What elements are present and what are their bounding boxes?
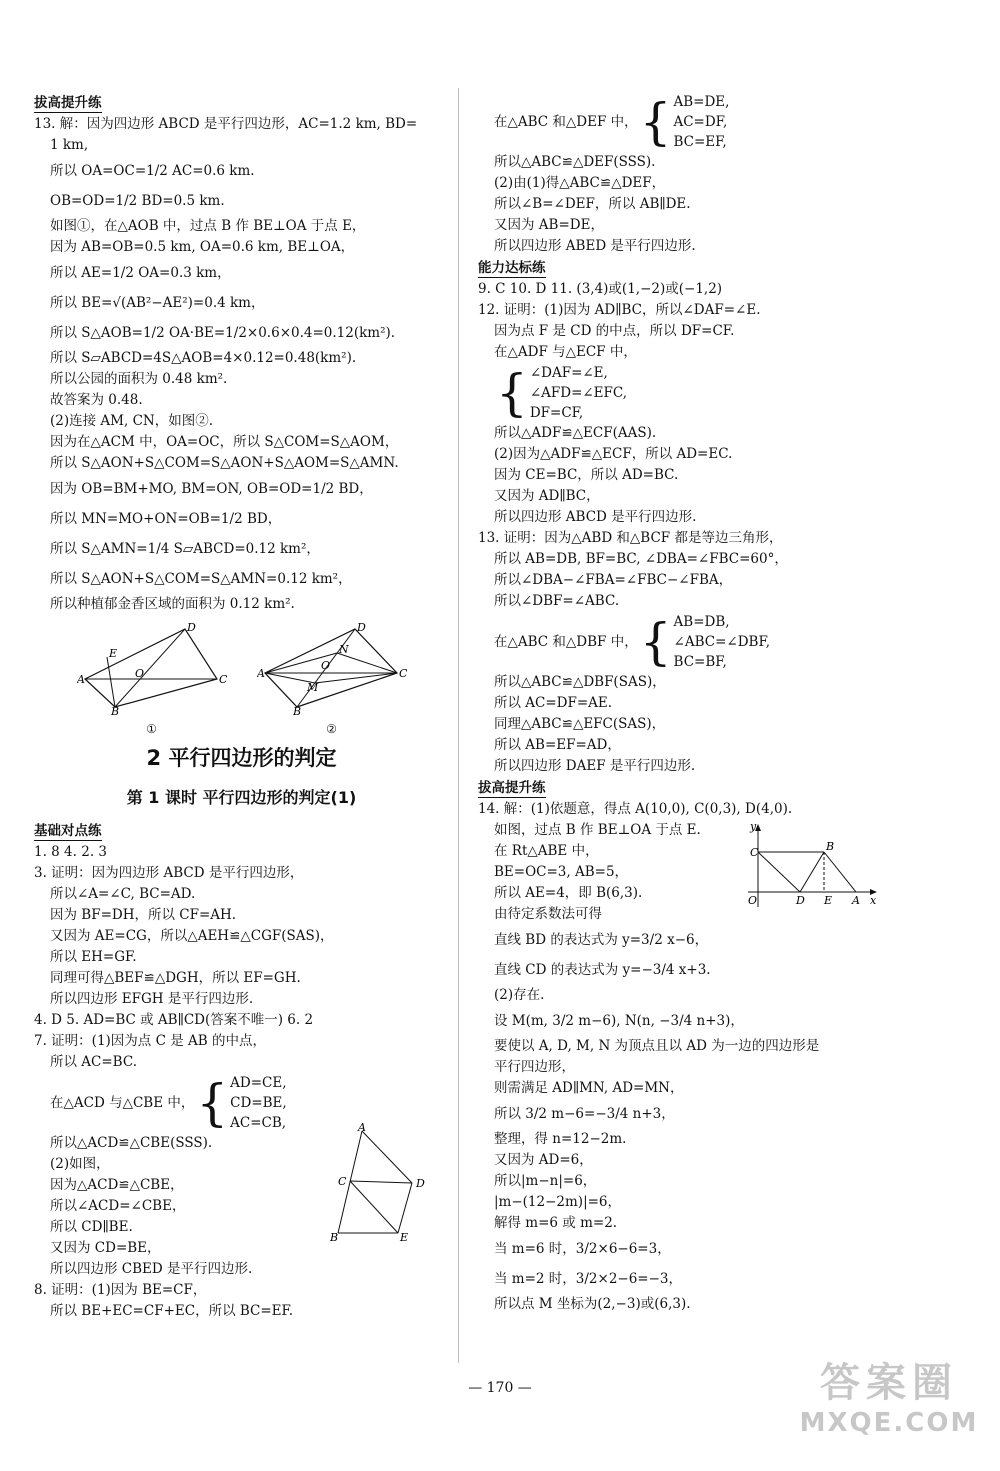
text-line: 所以 AC=DF=AE. <box>494 695 613 711</box>
brace-symbol: { <box>496 364 528 422</box>
text-line: 14. 解：(1)依题意，得点 A(10,0), C(0,3), D(4,0). <box>478 801 793 817</box>
brace-line: DF=CF, <box>529 405 584 421</box>
right-column <box>478 92 948 1315</box>
brace-line: AC=DF, <box>673 114 728 130</box>
text-line: 由待定系数法可得 <box>494 906 602 922</box>
svg-text:A: A <box>76 673 85 686</box>
text-line: 所以 MN=MO+ON=OB=1/2 BD， <box>50 511 282 527</box>
text-line: 故答案为 0.48. <box>50 392 143 408</box>
chapter-heading: 2 平行四边形的判定 <box>146 746 337 770</box>
watermark-logo <box>794 1358 984 1453</box>
text-line: 在 Rt△ABE 中， <box>494 843 599 859</box>
brace-group <box>478 363 948 423</box>
section-heading: 基础对点练 <box>34 823 102 839</box>
section-heading: 拔高提升练 <box>478 780 546 796</box>
text-line: 所以 BE+EC=CF+EC，所以 BC=EF. <box>50 1303 294 1319</box>
text-line: 所以点 M 坐标为(2,−3)或(6,3). <box>494 1296 691 1312</box>
svg-text:C: C <box>398 667 407 680</box>
text-line: 所以 AB=DB, BF=BC, ∠DBA=∠FBC=60°， <box>494 551 788 567</box>
page-number: — 170 — <box>468 1380 532 1396</box>
svg-text:M: M <box>306 681 318 694</box>
brace-stack <box>673 92 729 152</box>
left-column <box>34 92 449 1322</box>
text-line: 13. 解：因为四边形 ABCD 是平行四边形，AC=1.2 km, BD= <box>34 116 418 132</box>
brace-stack <box>230 1073 287 1133</box>
svg-text:D: D <box>796 894 805 907</box>
text-line: 直线 BD 的表达式为 y=3/2 x−6， <box>494 932 709 948</box>
text-line: 所以△ABC≌△DEF(SSS). <box>494 154 656 170</box>
brace-symbol: { <box>196 1074 229 1132</box>
text-line: 所以 S△AOB=1/2 OA·BE=1/2×0.6×0.4=0.12(km²). <box>50 325 396 341</box>
text-line: 1 km, <box>50 137 89 153</box>
text-line: (2)连接 AM, CN，如图②. <box>50 413 214 429</box>
svg-text:E: E <box>824 894 833 907</box>
text-line: 所以 S▱ABCD=4S△AOB=4×0.12=0.48(km²). <box>50 350 357 366</box>
brace-line: CD=BE, <box>230 1095 287 1111</box>
text-line: 所以 AE=1/2 OA=0.3 km， <box>50 265 231 281</box>
text-line: 所以 S△AON+S△COM=S△AMN=0.12 km²， <box>50 571 352 587</box>
text-line: 所以 S△AMN=1/4 S▱ABCD=0.12 km²， <box>50 541 320 557</box>
watermark-text: 答案圈 <box>820 1360 958 1406</box>
text-line: 因为 OB=BM+MO, BM=ON, OB=OD=1/2 BD， <box>50 481 373 497</box>
brace-line: AB=DB, <box>673 614 730 630</box>
text-line: 当 m=6 时，3/2×6−6=3， <box>494 1241 671 1257</box>
brace-line: AB=DE, <box>673 94 730 110</box>
brace-line: BC=BF, <box>673 654 727 670</box>
text-line: 所以△ABC≌△DBF(SAS)， <box>494 674 666 690</box>
text-line: 所以 3/2 m−6=−3/4 n+3， <box>494 1106 675 1122</box>
text-line: 当 m=2 时，3/2×2−6=−3， <box>494 1271 683 1287</box>
svg-text:C: C <box>338 1175 347 1188</box>
brace-line: AD=CE, <box>230 1075 287 1091</box>
text-line: 设 M(m, 3/2 m−6), N(n, −3/4 n+3)， <box>494 1013 744 1029</box>
svg-text:A: A <box>852 894 860 907</box>
brace-line: ∠DAF=∠E, <box>529 365 608 381</box>
text-line: 同理可得△BEF≌△DGH，所以 EF=GH. <box>50 970 301 986</box>
text-line: 又因为 AD∥BC， <box>494 488 600 504</box>
column-divider <box>458 88 459 1363</box>
text-line: |m−(12−2m)|=6， <box>494 1194 622 1210</box>
text-line: BE=OC=3, AB=5， <box>494 864 629 880</box>
svg-text:D: D <box>186 623 196 634</box>
text-line: 所以四边形 EFGH 是平行四边形. <box>50 991 254 1007</box>
text-line: OB=OD=1/2 BD=0.5 km. <box>50 193 225 209</box>
text-line: 12. 证明：(1)因为 AD∥BC，所以∠DAF=∠E. <box>478 302 761 318</box>
text-line: 所以 BE=√(AB²−AE²)=0.4 km， <box>50 295 265 311</box>
text-line: 如图，过点 B 作 BE⊥OA 于点 E. <box>494 822 701 838</box>
svg-text:B: B <box>330 1231 339 1243</box>
svg-text:D: D <box>416 1177 425 1190</box>
brace-stack <box>530 363 627 423</box>
svg-text:A: A <box>256 667 265 680</box>
figure-q14 <box>740 822 880 912</box>
svg-text:B: B <box>826 840 835 853</box>
parallelogram-figures <box>34 623 449 736</box>
text-line: 所以 AB=EF=AD， <box>494 737 621 753</box>
text-line: 又因为 AB=DE， <box>494 217 604 233</box>
text-line: 所以△ACD≌△CBE(SSS). <box>50 1135 213 1151</box>
figure-caption: ① <box>146 722 157 736</box>
text-line: 因为 BF=DH，所以 CF=AH. <box>50 907 237 923</box>
brace-prefix: 在△ABC 和△DEF 中， <box>494 113 638 130</box>
svg-text:E: E <box>400 1231 409 1243</box>
brace-line: AC=CB, <box>230 1115 287 1131</box>
brace-symbol: { <box>639 93 672 151</box>
text-line: 所以公园的面积为 0.48 km². <box>50 371 228 387</box>
svg-text:N: N <box>338 643 349 656</box>
brace-group <box>478 92 948 152</box>
text-line: 因为点 F 是 CD 的中点，所以 DF=CF. <box>494 323 735 339</box>
text-line: 所以四边形 ABCD 是平行四边形. <box>494 509 697 525</box>
section-heading: 拔高提升练 <box>34 95 102 111</box>
answer-line: 1. 8 4. 2. 3 <box>34 844 107 860</box>
brace-symbol: { <box>639 613 672 671</box>
svg-text:O: O <box>748 894 758 907</box>
text-line: 所以∠A=∠C, BC=AD. <box>50 886 196 902</box>
svg-text:B: B <box>110 705 119 715</box>
watermark-url: MXQE.COM <box>799 1408 979 1438</box>
brace-group <box>478 612 948 672</box>
brace-line: ∠AFD=∠EFC, <box>529 385 628 401</box>
text-line: 所以四边形 CBED 是平行四边形. <box>50 1261 253 1277</box>
text-line: 所以△ADF≌△ECF(AAS). <box>494 425 657 441</box>
brace-prefix: 在△ACD 与△CBE 中， <box>50 1094 195 1111</box>
svg-text:O: O <box>134 667 144 680</box>
text-line: 因为 AB=OB=0.5 km, OA=0.6 km, BE⊥OA， <box>50 239 355 255</box>
text-line: 所以四边形 ABED 是平行四边形. <box>494 238 696 254</box>
text-line: 所以∠ACD=∠CBE， <box>50 1198 186 1214</box>
text-line: 所以∠B=∠DEF，所以 AB∥DE. <box>494 196 691 212</box>
text-line: 直线 CD 的表达式为 y=−3/4 x+3. <box>494 962 711 978</box>
text-line: 同理△ABC≌△EFC(SAS)， <box>494 716 666 732</box>
text-line: 所以∠DBA−∠FBA=∠FBC−∠FBA， <box>494 572 733 588</box>
brace-prefix: 在△ABC 和△DBF 中， <box>494 633 638 650</box>
figure-1 <box>77 623 227 736</box>
text-line: 因为△ACD≌△CBE， <box>50 1177 184 1193</box>
text-line: 因为在△ACM 中，OA=OC，所以 S△COM=S△AOM， <box>50 434 399 450</box>
svg-text:B: B <box>292 705 301 715</box>
text-line: (2)如图， <box>50 1156 110 1172</box>
text-line: 所以四边形 DAEF 是平行四边形. <box>494 758 696 774</box>
figure-2 <box>257 623 407 736</box>
text-line: (2)由(1)得△ABC≌△DEF， <box>494 175 666 191</box>
svg-text:D: D <box>356 623 366 634</box>
answer-line: 4. D 5. AD=BC 或 AB∥CD(答案不唯一) 6. 2 <box>34 1012 314 1028</box>
text-line: 所以 EH=GF. <box>50 949 137 965</box>
text-line: (2)存在. <box>494 987 545 1003</box>
text-line: 则需满足 AD∥MN, AD=MN， <box>494 1080 684 1096</box>
figure-caption: ② <box>326 722 337 736</box>
text-line: 所以 CD∥BE. <box>50 1219 133 1235</box>
text-line: 所以 AC=BC. <box>50 1054 137 1070</box>
svg-text:C: C <box>218 673 227 686</box>
text-line: 所以种植郁金香区域的面积为 0.12 km². <box>50 596 295 612</box>
svg-text:x: x <box>870 894 877 907</box>
text-line: 要使以 A, D, M, N 为顶点且以 AD 为一边的四边形是 <box>494 1038 820 1054</box>
text-line: 所以 OA=OC=1/2 AC=0.6 km. <box>50 163 255 179</box>
text-line: 13. 证明：因为△ABD 和△BCF 都是等边三角形， <box>478 530 783 546</box>
text-line: (2)因为△ADF≌△ECF，所以 AD=EC. <box>494 446 733 462</box>
text-line: 如图①，在△AOB 中，过点 B 作 BE⊥OA 于点 E， <box>50 218 366 234</box>
lesson-heading: 第 1 课时 平行四边形的判定(1) <box>126 788 357 807</box>
svg-text:E: E <box>108 647 117 660</box>
text-line: 所以|m−n|=6， <box>494 1173 597 1189</box>
text-line: 8. 证明：(1)因为 BE=CF， <box>34 1282 207 1298</box>
text-line: 平行四边形， <box>494 1059 575 1075</box>
answer-line: 9. C 10. D 11. (3,4)或(1,−2)或(−1,2) <box>478 281 723 297</box>
svg-text:O: O <box>320 659 330 672</box>
text-line: 又因为 AD=6， <box>494 1152 593 1168</box>
section-heading: 能力达标练 <box>478 260 546 276</box>
text-line: 解得 m=6 或 m=2. <box>494 1215 618 1231</box>
text-line: 整理，得 n=12−2m. <box>494 1131 627 1147</box>
text-line: 7. 证明：(1)因为点 C 是 AB 的中点， <box>34 1033 266 1049</box>
svg-text:C: C <box>750 846 759 859</box>
figure-q7 <box>324 1123 434 1243</box>
brace-line: ∠ABC=∠DBF, <box>673 634 771 650</box>
text-line: 在△ADF 与△ECF 中， <box>494 344 637 360</box>
brace-stack <box>674 612 770 672</box>
svg-text:y: y <box>750 822 757 833</box>
text-line: 所以 AE=4，即 B(6,3). <box>494 885 643 901</box>
text-line: 3. 证明：因为四边形 ABCD 是平行四边形， <box>34 865 304 881</box>
text-line: 又因为 AE=CG，所以△AEH≌△CGF(SAS)， <box>50 928 334 944</box>
text-line: 所以∠DBF=∠ABC. <box>494 593 620 609</box>
text-line: 因为 CE=BC，所以 AD=BC. <box>494 467 679 483</box>
svg-text:A: A <box>358 1123 366 1134</box>
text-line: 又因为 CD=BE， <box>50 1240 161 1256</box>
brace-line: BC=EF, <box>673 134 727 150</box>
text-line: 所以 S△AON+S△COM=S△AON+S△AOM=S△AMN. <box>50 455 399 471</box>
